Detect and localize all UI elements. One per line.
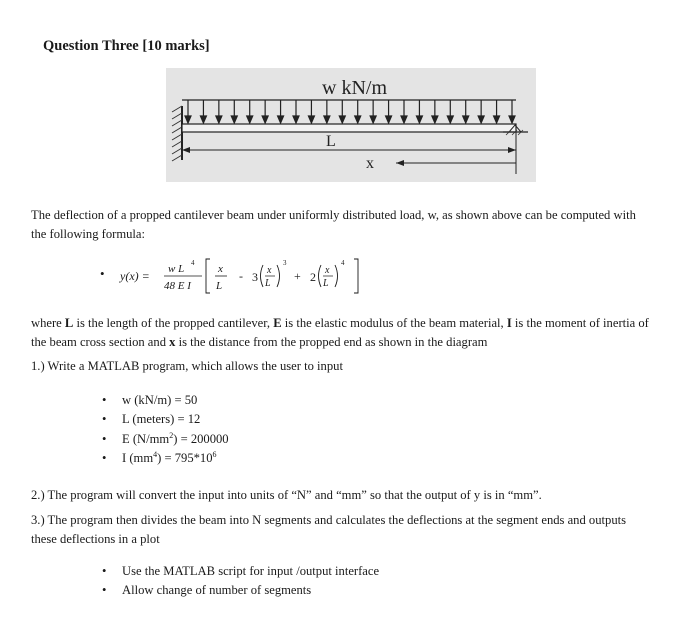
task-1: 1.) Write a MATLAB program, which allows the user to input (31, 359, 343, 373)
load-arrow-head (262, 116, 268, 123)
x-arrow-head (396, 160, 404, 166)
beam-diagram (166, 68, 536, 182)
term1-denominator: L (216, 280, 223, 292)
input-item-E: • E $(N/mm^2) = 200000$ (102, 431, 229, 447)
task-3-line-2: these deflections in a plot (31, 532, 160, 546)
length-arrow-left (182, 147, 190, 153)
symbol-I: I (506, 316, 512, 330)
symbol-x: x (169, 335, 176, 349)
task-2: 2.) The program will convert the input into units of “N” and “mm” so that the output of y is in “mm”. (31, 488, 542, 502)
load-arrow-head (355, 116, 361, 123)
distributed-load-arrows (185, 100, 515, 123)
deflection-formula (118, 253, 378, 299)
input-item-I: • I $(mm^4) = 795*10^6$ (102, 450, 217, 466)
load-arrow-head (447, 116, 453, 123)
requirements-list (102, 564, 379, 602)
length-label: L (326, 133, 336, 150)
input-list (102, 393, 229, 469)
input-item-L: • L (meters) = 12 (102, 412, 201, 426)
plus-sign: + (294, 269, 301, 283)
symbol-E: E (273, 316, 282, 330)
intro-line-1: The deflection of a propped cantilever beam under uniformly distributed load, w, as shown above can be computed with (31, 208, 636, 222)
fixed-support-hatch (172, 106, 182, 161)
formula-lhs: y(x) = (120, 269, 150, 283)
load-arrow-head (278, 116, 284, 123)
formula-denominator: 48 E I (164, 280, 191, 292)
load-label: w kN/m (322, 77, 387, 99)
load-arrow-head (308, 116, 314, 123)
where-line-1: where L is the length of the propped cantilever, E is the elastic modulus of the beam material, I is the moment of inertia of (31, 316, 649, 330)
beam-diagram-svg (166, 68, 536, 182)
term3-denominator: L (323, 278, 329, 289)
intro-line-2: the following formula: (31, 227, 146, 241)
term1-numerator: x (218, 263, 223, 275)
load-arrow-head (370, 116, 376, 123)
load-arrow-head (247, 116, 253, 123)
exponent-4: 4 (341, 259, 345, 267)
exponent-3: 3 (283, 259, 287, 267)
term3-numerator: x (325, 265, 330, 276)
task-3 (31, 511, 626, 549)
load-arrow-head (216, 116, 222, 123)
requirement-item: • Allow change of number of segments (102, 583, 312, 597)
intro-paragraph (31, 206, 636, 244)
beam (182, 124, 516, 132)
load-arrow-head (432, 116, 438, 123)
requirement-item: • Use the MATLAB script for input /output interface (102, 564, 380, 578)
input-item-w: • w (kN/m) = 50 (102, 393, 198, 407)
task-3-line-1: 3.) The program then divides the beam into N segments and calculates the deflections at the segment ends and outputs (31, 513, 627, 527)
right-bracket (354, 259, 358, 293)
load-arrow-head (293, 116, 299, 123)
formula-numerator: w L (168, 263, 185, 275)
symbol-L: L (64, 316, 74, 330)
length-arrow-right (508, 147, 516, 153)
load-arrow-head (386, 116, 392, 123)
question-heading: Question Three [10 marks] (43, 38, 210, 54)
left-bracket (206, 259, 210, 293)
load-arrow-head (463, 116, 469, 123)
minus-sign: - (239, 269, 243, 283)
x-label: x (366, 155, 374, 172)
load-arrow-head (494, 116, 500, 123)
where-line-2: the beam cross section and x is the distance from the propped end as shown in the diagram (31, 335, 488, 349)
load-arrow-head (324, 116, 330, 123)
load-arrow-head (200, 116, 206, 123)
load-arrow-head (231, 116, 237, 123)
load-arrow-head (339, 116, 345, 123)
formula-numerator-exponent: 4 (191, 259, 195, 267)
coefficient-3: 3 (252, 270, 258, 284)
load-arrow-head (478, 116, 484, 123)
load-arrow-head (509, 116, 515, 123)
load-arrow-head (416, 116, 422, 123)
load-arrow-head (401, 116, 407, 123)
term2-numerator: x (267, 265, 272, 276)
term2-denominator: L (265, 278, 271, 289)
coefficient-2: 2 (310, 270, 316, 284)
where-paragraph (31, 314, 649, 352)
formula-bullet: • (100, 266, 105, 281)
load-arrow-head (185, 116, 191, 123)
